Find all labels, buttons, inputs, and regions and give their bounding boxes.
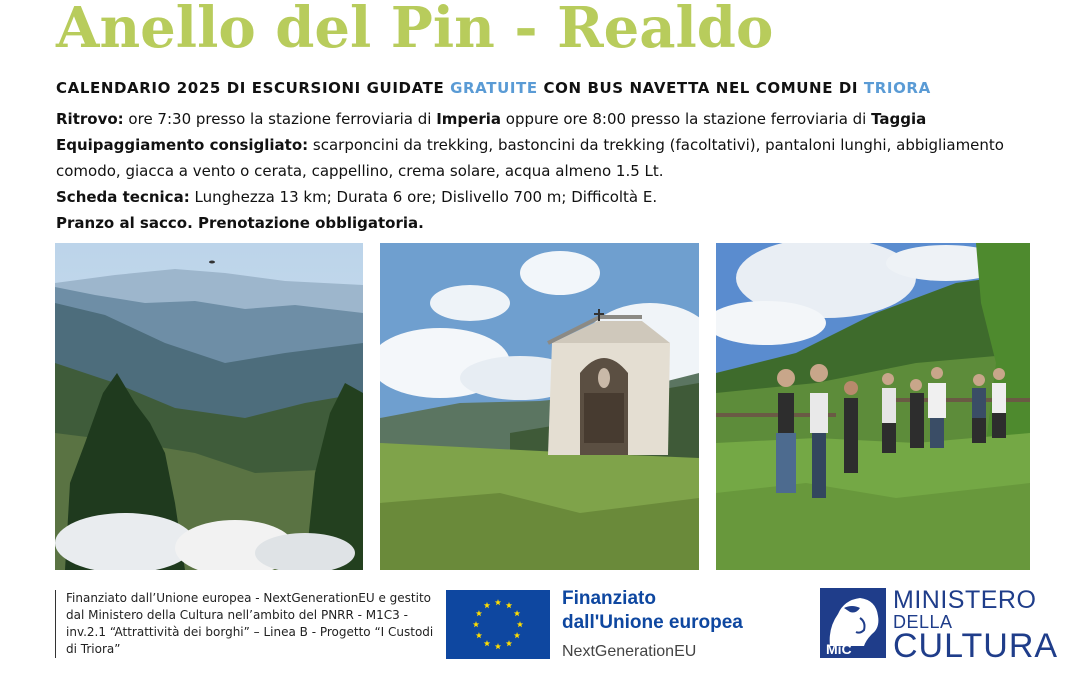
next-generation-eu-label: NextGenerationEU	[562, 643, 697, 660]
technical-text: Lunghezza 13 km; Durata 6 ore; Dislivello 700 m; Difficoltà E.	[189, 188, 658, 206]
photo-mountain-valley	[55, 243, 363, 570]
chapel-image	[380, 243, 699, 570]
meeting-label: Ritrovo:	[56, 110, 124, 128]
subtitle-highlight-free: GRATUITE	[450, 79, 538, 97]
meeting-text-1: ore 7:30 presso la stazione ferroviaria di	[123, 110, 437, 128]
booking-note-text: Pranzo al sacco. Prenotazione obbligatoria.	[56, 214, 424, 232]
subtitle-text-2: CON BUS NAVETTA NEL COMUNE DI	[537, 79, 864, 97]
photo-hikers-group	[716, 243, 1030, 570]
calendar-subtitle	[56, 79, 1046, 97]
poster-title: Anello del Pin - Realdo	[56, 0, 774, 61]
meeting-place-taggia: Taggia	[871, 110, 927, 128]
subtitle-highlight-triora: TRIORA	[863, 79, 931, 97]
excursion-details	[56, 106, 1046, 236]
equipment-label: Equipaggiamento consigliato:	[56, 136, 309, 154]
meeting-point	[56, 106, 1046, 132]
hikers-image	[716, 243, 1030, 570]
mic-badge: MiC	[826, 641, 852, 657]
eu-funded-label: Finanziato	[562, 588, 656, 609]
meeting-text-2: oppure ore 8:00 presso la stazione ferroviaria di	[501, 110, 872, 128]
mountain-valley-image	[55, 243, 363, 570]
technical-label: Scheda tecnica:	[56, 188, 190, 206]
equipment	[56, 132, 1046, 184]
photo-mountain-chapel	[380, 243, 699, 570]
equipment-text: scarponcini da trekking, bastoncini da trekking (facoltativi), pantaloni lunghi, abbigliamento comodo, giacca a vento o cerata, cappellino, crema solare, acqua almeno 1.5 Lt.	[56, 136, 1004, 180]
ministry-line-3: CULTURA	[893, 627, 1059, 665]
ministry-logo-icon	[820, 588, 886, 658]
meeting-place-imperia: Imperia	[436, 110, 501, 128]
eu-flag-icon	[446, 590, 550, 659]
booking-note	[56, 210, 1046, 236]
eu-union-label: dall'Unione europea	[562, 612, 743, 633]
ministry-line-1: MINISTERO	[893, 586, 1037, 614]
subtitle-text-1: CALENDARIO 2025 DI ESCURSIONI GUIDATE	[56, 79, 451, 97]
ministry-line-2: DELLA	[893, 612, 953, 632]
technical-sheet	[56, 184, 1046, 210]
funding-statement: Finanziato dall’Unione europea - NextGenerationEU e gestito dal Ministero della Cultura nell’ambito del PNRR - M1C3 - inv.2.1 “Attrattività dei borghi” – Linea B - Progetto “I Custodi di Triora”	[55, 590, 435, 658]
